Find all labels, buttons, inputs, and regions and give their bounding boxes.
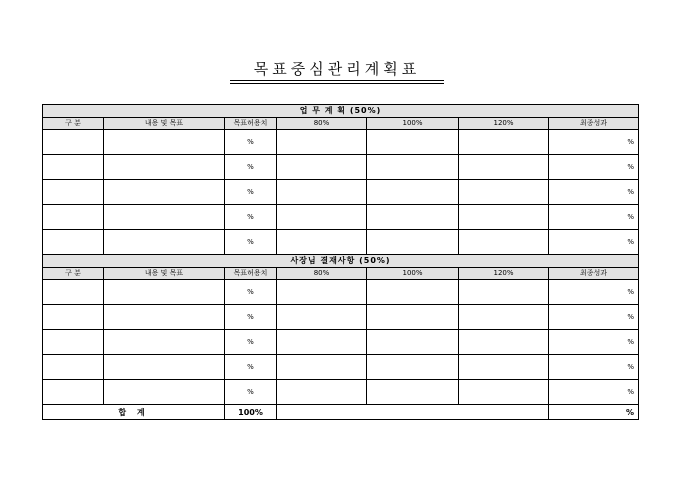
percent-cell: % xyxy=(225,330,277,355)
input-cell xyxy=(43,305,104,330)
input-cell xyxy=(43,205,104,230)
percent-cell: % xyxy=(225,305,277,330)
input-cell xyxy=(367,230,459,255)
input-cell xyxy=(104,230,225,255)
percent-cell: % xyxy=(225,230,277,255)
input-cell xyxy=(277,355,367,380)
page-title: 목표중심관리계획표 xyxy=(253,60,421,78)
input-cell xyxy=(43,280,104,305)
input-cell xyxy=(459,180,549,205)
column-header-target-tolerance: 목표허용치 xyxy=(225,267,277,280)
section-header-business-plan: 업 무 계 획 (50%) xyxy=(43,105,639,118)
input-cell xyxy=(367,180,459,205)
input-cell xyxy=(459,230,549,255)
percent-cell: % xyxy=(549,205,639,230)
input-cell xyxy=(104,280,225,305)
total-result: % xyxy=(549,405,639,420)
table-row xyxy=(43,280,639,305)
input-cell xyxy=(459,355,549,380)
column-header-final-result: 최종성과 xyxy=(549,267,639,280)
table-row xyxy=(43,330,639,355)
percent-cell: % xyxy=(549,330,639,355)
input-cell xyxy=(367,155,459,180)
input-cell xyxy=(104,355,225,380)
input-cell xyxy=(104,380,225,405)
input-cell xyxy=(104,180,225,205)
table-row xyxy=(43,205,639,230)
table-row xyxy=(43,230,639,255)
input-cell xyxy=(459,130,549,155)
input-cell xyxy=(459,380,549,405)
percent-cell: % xyxy=(549,305,639,330)
column-header-100: 100% xyxy=(367,267,459,280)
percent-cell: % xyxy=(225,130,277,155)
table-row xyxy=(43,155,639,180)
input-cell xyxy=(459,305,549,330)
input-cell xyxy=(104,155,225,180)
column-header-80: 80% xyxy=(277,117,367,130)
total-label: 합 계 xyxy=(43,405,225,420)
input-cell xyxy=(367,330,459,355)
table-row xyxy=(43,180,639,205)
input-cell xyxy=(104,205,225,230)
input-cell xyxy=(277,305,367,330)
percent-cell: % xyxy=(225,205,277,230)
column-header-120: 120% xyxy=(459,267,549,280)
input-cell xyxy=(459,155,549,180)
input-cell xyxy=(43,180,104,205)
input-cell xyxy=(43,380,104,405)
percent-cell: % xyxy=(225,355,277,380)
percent-cell: % xyxy=(549,130,639,155)
column-header-120: 120% xyxy=(459,117,549,130)
input-cell xyxy=(277,155,367,180)
percent-cell: % xyxy=(549,280,639,305)
input-cell xyxy=(43,130,104,155)
input-cell xyxy=(459,330,549,355)
percent-cell: % xyxy=(549,155,639,180)
input-cell xyxy=(43,355,104,380)
percent-cell: % xyxy=(225,280,277,305)
column-header-target-tolerance: 목표허용치 xyxy=(225,117,277,130)
percent-cell: % xyxy=(549,180,639,205)
input-cell xyxy=(277,330,367,355)
percent-cell: % xyxy=(225,180,277,205)
input-cell xyxy=(459,280,549,305)
input-cell xyxy=(367,355,459,380)
title-underline xyxy=(230,80,444,81)
table-row xyxy=(43,130,639,155)
input-cell xyxy=(367,305,459,330)
title-underline-double xyxy=(230,83,444,84)
total-row xyxy=(43,405,639,420)
input-cell xyxy=(277,380,367,405)
total-target: 100% xyxy=(225,405,277,420)
input-cell xyxy=(277,405,549,420)
column-header-content-goal: 내용 및 목표 xyxy=(104,117,225,130)
input-cell xyxy=(104,330,225,355)
column-header-content-goal: 내용 및 목표 xyxy=(104,267,225,280)
table-row xyxy=(43,355,639,380)
column-header-100: 100% xyxy=(367,117,459,130)
input-cell xyxy=(277,180,367,205)
input-cell xyxy=(459,205,549,230)
input-cell xyxy=(277,205,367,230)
input-cell xyxy=(367,130,459,155)
percent-cell: % xyxy=(549,380,639,405)
table-row xyxy=(43,305,639,330)
plan-table xyxy=(42,104,639,420)
input-cell xyxy=(367,380,459,405)
input-cell xyxy=(104,305,225,330)
percent-cell: % xyxy=(225,380,277,405)
section-header-ceo-approval: 사장님 결재사항 (50%) xyxy=(43,255,639,268)
table-row xyxy=(43,380,639,405)
input-cell xyxy=(367,205,459,230)
input-cell xyxy=(277,280,367,305)
column-header-category: 구 분 xyxy=(43,267,104,280)
percent-cell: % xyxy=(225,155,277,180)
column-header-80: 80% xyxy=(277,267,367,280)
input-cell xyxy=(104,130,225,155)
input-cell xyxy=(43,155,104,180)
input-cell xyxy=(43,330,104,355)
column-header-category: 구 분 xyxy=(43,117,104,130)
column-header-final-result: 최종성과 xyxy=(549,117,639,130)
input-cell xyxy=(367,280,459,305)
percent-cell: % xyxy=(549,230,639,255)
input-cell xyxy=(43,230,104,255)
input-cell xyxy=(277,130,367,155)
input-cell xyxy=(277,230,367,255)
percent-cell: % xyxy=(549,355,639,380)
